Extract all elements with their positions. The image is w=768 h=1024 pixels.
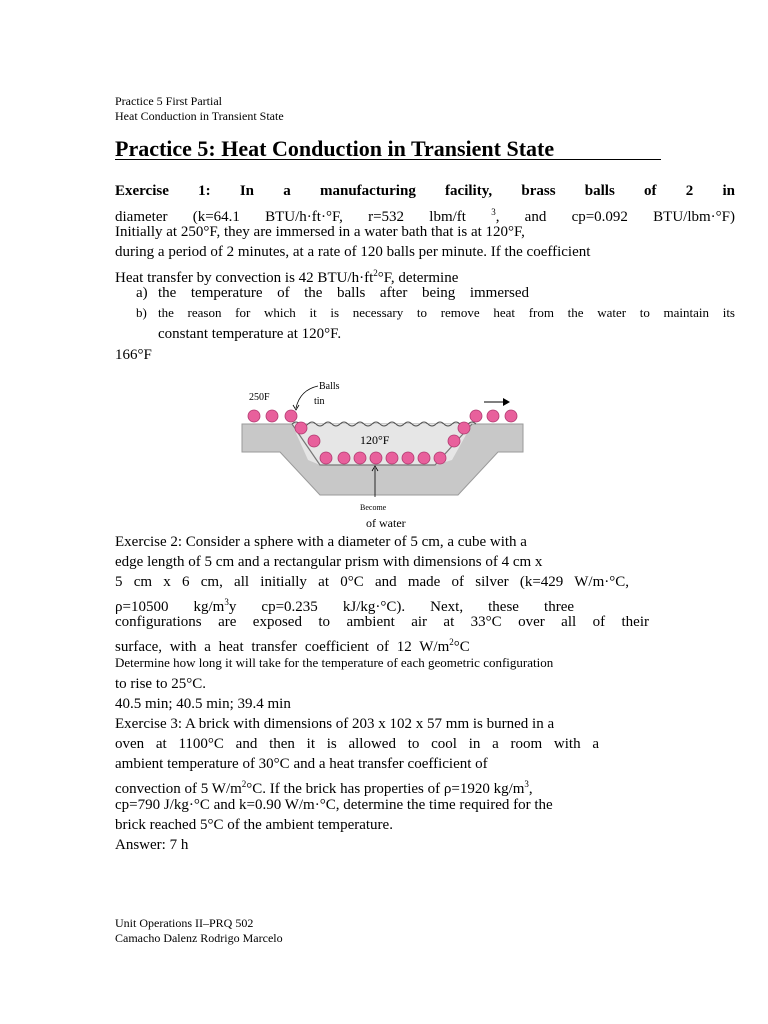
ex3-line-6: brick reached 5°C of the ambient temperature. — [115, 817, 393, 833]
ball — [418, 452, 430, 464]
ball — [448, 435, 460, 447]
ball — [338, 452, 350, 464]
ball — [285, 410, 297, 422]
header-line-2: Heat Conduction in Transient State — [115, 109, 284, 123]
ex2-line-3: 5 cm x 6 cm, all initially at 0°C and made of silver (k=429 W/m·°C, — [115, 574, 629, 590]
label-120f: 120°F — [360, 433, 390, 447]
ex1-item-b — [115, 303, 735, 323]
ball — [308, 435, 320, 447]
ex1-answer: 166°F — [115, 347, 152, 363]
page-title: Practice 5: Heat Conduction in Transient State — [115, 136, 555, 161]
ex3-line-2: oven at 1100°C and then it is allowed to cool in a room with a — [115, 736, 599, 752]
ex1-item-a — [115, 283, 735, 303]
ex3-line-5: cp=790 J/kg·°C and k=0.90 W/m·°C, determine the time required for the — [115, 797, 553, 813]
ball — [248, 410, 260, 422]
ball — [295, 422, 307, 434]
ex3-line-3: ambient temperature of 30°C and a heat transfer coefficient of — [115, 756, 488, 772]
footer-line-2: Camacho Dalenz Rodrigo Marcelo — [115, 931, 283, 945]
ball — [354, 452, 366, 464]
ex2-line-7: Determine how long it will take for the temperature of each geometric configuration — [115, 655, 554, 670]
ex2-line-4: ρ=10500 $kg/m^3y$ cp=0.235 kJ/kg·°C). Next, these three — [115, 597, 575, 615]
ball — [487, 410, 499, 422]
ex2-line-1: Exercise 2: Consider a sphere with a diameter of 5 cm, a cube with a — [115, 534, 527, 550]
ball — [370, 452, 382, 464]
label-become: Become — [360, 503, 387, 512]
ex1-item-b-marker: b) — [136, 305, 147, 320]
ball — [402, 452, 414, 464]
header-line-1: Practice 5 First Partial — [115, 94, 222, 108]
ex2-answer: 40.5 min; 40.5 min; 39.4 min — [115, 696, 291, 712]
label-of-water: of water — [366, 516, 406, 530]
label-250f: 250F — [249, 392, 270, 403]
ex1-line-3: Initially at 250°F, they are immersed in a water bath that is at 120°F, — [115, 224, 525, 240]
ex2-line-6: surface, with a heat transfer coefficient of 12 $W/m^2^\circ C$ — [115, 637, 470, 655]
ex1-item-b-cont: constant temperature at 120°F. — [158, 326, 342, 342]
ex1-item-b-text: the reason for which it is necessary to remove heat from the water to maintain its — [158, 305, 735, 320]
ex1-item-a-marker: a) — [136, 285, 148, 301]
ex1-item-a-text: the temperature of the balls after being immersed — [158, 285, 529, 301]
ex2-line-8: to rise to 25°C. — [115, 676, 206, 692]
title-underline — [115, 159, 661, 160]
ex1-line-2: diameter (k=64.1 BTU/h·ft·°F, r=532 lbm/ft $^3$, and cp=0.092 BTU/lbm·°F) — [115, 207, 735, 225]
ball — [470, 410, 482, 422]
ex1-line-4: during a period of 2 minutes, at a rate of 120 balls per minute. If the coefficient — [115, 244, 591, 260]
quench-bath-figure — [230, 372, 540, 532]
ball — [320, 452, 332, 464]
label-balls: Balls — [319, 381, 340, 392]
ball — [386, 452, 398, 464]
ex1-line-5: Heat transfer by convection is 42 BTU/$h\cdot ft^2^\circ F$, determine — [115, 268, 459, 286]
direction-arrow-head — [503, 398, 510, 406]
ball — [458, 422, 470, 434]
ex2-line-5: configurations are exposed to ambient air at 33°C over all of their — [115, 614, 649, 630]
ball — [434, 452, 446, 464]
label-tin: tin — [314, 396, 325, 407]
ball — [266, 410, 278, 422]
ball — [505, 410, 517, 422]
ex3-line-4: convection of 5 $W/m^2^\circ C$. If the brick has properties of ρ=1920 $kg/m^3$, — [115, 779, 533, 797]
footer-line-1: Unit Operations II–PRQ 502 — [115, 916, 254, 930]
ex3-answer: Answer: 7 h — [115, 837, 189, 853]
ex1-line-1: Exercise 1: In a manufacturing facility, brass balls of 2 in — [115, 183, 735, 199]
ex2-line-2: edge length of 5 cm and a rectangular prism with dimensions of 4 cm x — [115, 554, 543, 570]
ex3-line-1: Exercise 3: A brick with dimensions of 203 x 102 x 57 mm is burned in a — [115, 716, 555, 732]
